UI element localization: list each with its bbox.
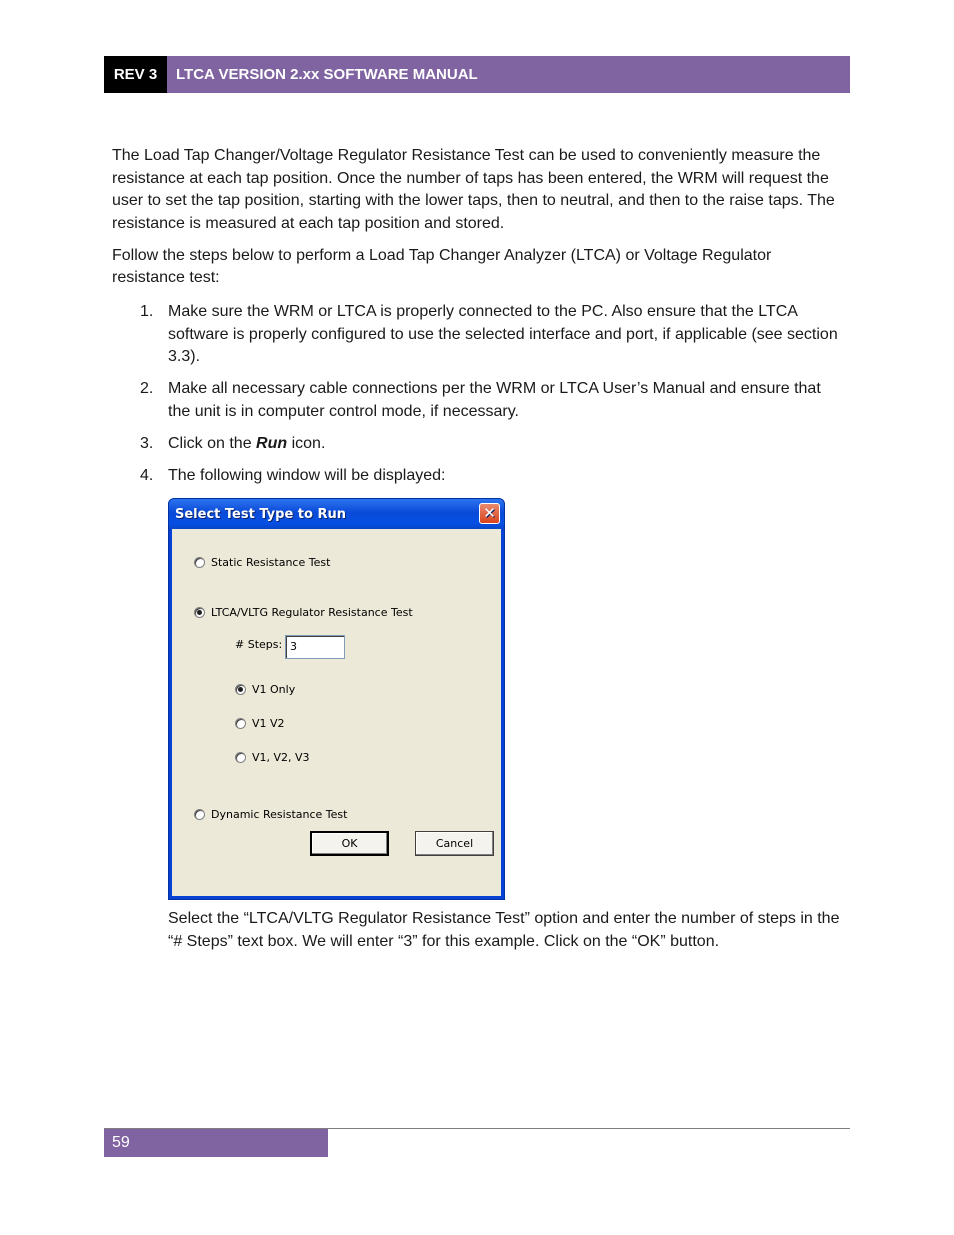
step-text: [168, 433, 840, 456]
dynamic-test-label: Dynamic Resistance Test: [211, 808, 348, 821]
steps-label: # Steps:: [235, 638, 283, 651]
header-rev-label: REV 3: [104, 56, 167, 93]
step-item: [140, 465, 840, 488]
v1-v2-v3-option[interactable]: [235, 751, 310, 764]
v1-v2-label: V1 V2: [252, 717, 285, 730]
ltca-test-label: LTCA/VLTG Regulator Resistance Test: [211, 606, 413, 619]
v1-only-radio[interactable]: [235, 684, 246, 695]
dialog-title: Select Test Type to Run: [175, 506, 346, 522]
step-item: [140, 301, 840, 369]
close-icon[interactable]: ✕: [479, 503, 500, 524]
v1-v2-v3-radio[interactable]: [235, 752, 246, 763]
static-test-label: Static Resistance Test: [211, 556, 331, 569]
step-number: 2.: [140, 380, 154, 398]
v1-only-label: V1 Only: [252, 683, 296, 696]
step-text-before: Click on the: [168, 435, 257, 453]
ltca-test-option[interactable]: [194, 606, 413, 619]
step-text-after: icon.: [287, 435, 326, 453]
step-item: [140, 433, 840, 456]
step-item: [140, 378, 840, 423]
page-number: 59: [104, 1129, 328, 1157]
step-text: The following window will be displayed:: [168, 467, 446, 485]
step-number: 4.: [140, 467, 154, 485]
v1-v2-radio[interactable]: [235, 718, 246, 729]
intro-paragraph: The Load Tap Changer/Voltage Regulator Resistance Test can be used to conveniently measure the resistance at each tap position. Once the number of taps has been entered, the WRM will request the user to set the tap position, starting with the lower taps, then to neutral, and then to the raise taps. The resistance is measured at each tap position and stored.: [112, 147, 835, 232]
v1-v2-option[interactable]: [235, 717, 285, 730]
static-test-radio[interactable]: [194, 557, 205, 568]
v1-only-option[interactable]: [235, 683, 295, 696]
step-number: 3.: [140, 435, 154, 453]
caption-paragraph: Select the “LTCA/VLTG Regulator Resistance Test” option and enter the number of steps in the “# Steps” text box. We will enter “3” for this example. Click on the “OK” button.: [168, 910, 840, 950]
dynamic-test-option[interactable]: [194, 808, 347, 821]
cancel-button[interactable]: Cancel: [415, 831, 494, 856]
dialog-client-area: [172, 529, 501, 896]
intro-section: [112, 145, 840, 299]
steps-input[interactable]: 3: [285, 635, 345, 659]
instructions-paragraph: Follow the steps below to perform a Load Tap Changer Analyzer (LTCA) or Voltage Regulator resistance test:: [112, 246, 772, 287]
step-text: Make sure the WRM or LTCA is properly connected to the PC. Also ensure that the LTCA software is properly configured to use the selected interface and port, if applicable (see section 3.3).: [168, 303, 838, 366]
ltca-test-radio[interactable]: [194, 607, 205, 618]
ok-button[interactable]: OK: [310, 831, 389, 856]
step-number: 1.: [140, 303, 154, 320]
steps-list: [140, 301, 840, 498]
static-test-option[interactable]: [194, 556, 330, 569]
header-title: LTCA VERSION 2.xx SOFTWARE MANUAL: [167, 56, 850, 93]
run-emphasis: Run: [256, 435, 288, 453]
dialog-titlebar[interactable]: [169, 499, 504, 529]
step-text: Make all necessary cable connections per the WRM or LTCA User’s Manual and ensure that the unit is in computer control mode, if necessary.: [168, 380, 821, 420]
v1-v2-v3-label: V1, V2, V3: [252, 751, 310, 764]
dynamic-test-radio[interactable]: [194, 809, 205, 820]
select-test-dialog: [168, 498, 505, 900]
